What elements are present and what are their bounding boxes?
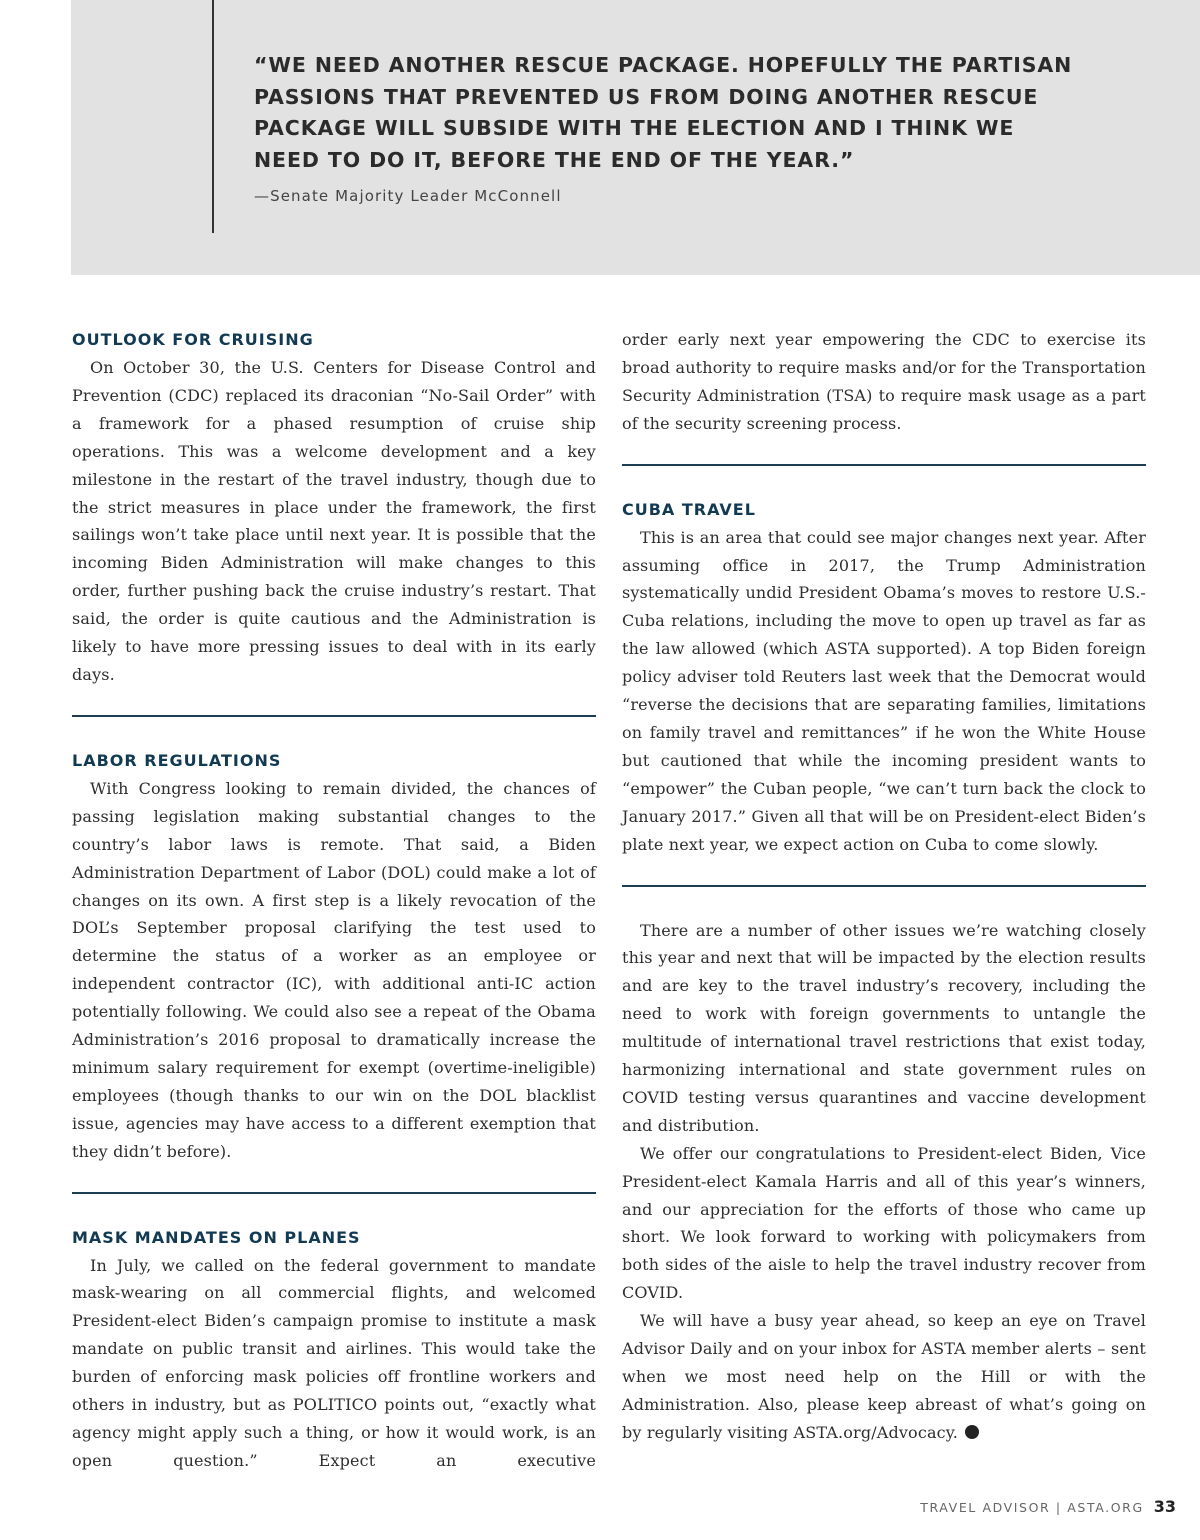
closing-paragraph-2: We offer our congratulations to President-elect Biden, Vice President-elect Kamala Harris and all of this year’s winners, and our appreciation for the efforts of those who came up short. We look forward to working with policymakers from both sides of the aisle to help the travel industry recover from COVID. <box>622 1143 1146 1303</box>
pull-quote-text: “WE NEED ANOTHER RESCUE PACKAGE. HOPEFULLY THE PARTISAN PASSIONS THAT PREVENTED US FROM DOING ANOTHER RESCUE PACKAGE WILL SUBSIDE WITH THE ELECTION AND I THINK WE NEED TO DO IT, BEFORE THE END OF THE YEAR.” <box>254 53 1073 172</box>
masks-body-part1: In July, we called on the federal government to mandate mask-wearing on all commercial flights, and welcomed President-elect Biden’s campaign promise to institute a mask mandate on public transit and airlines. This would take the burden of enforcing mask policies off frontline workers and others in industry, but as POLITICO points out, “exactly what agency might apply such a thing, or how it would work, is an open question.” Expect an executive <box>72 1255 596 1470</box>
footer-publication-label: TRAVEL ADVISOR | ASTA.ORG <box>920 1500 1144 1515</box>
page-footer <box>920 1497 1176 1519</box>
page-number: 33 <box>1153 1497 1176 1516</box>
cruising-body: On October 30, the U.S. Centers for Disease Control and Prevention (CDC) replaced its draconian “No-Sail Order” with a framework for a phased resumption of cruise ship operations. This was a welcome development and a key milestone in the restart of the travel industry, though due to the strict measures in place under the framework, the first sailings won’t take place until next year. It is possible that the incoming Biden Administration will make changes to this order, further pushing back the cruise industry’s restart. That said, the order is quite cautious and the Administration is likely to have more pressing issues to deal with in its early days. <box>72 358 596 684</box>
quote-vertical-rule <box>212 0 214 233</box>
labor-body: With Congress looking to remain divided, the chances of passing legislation making substantial changes to the country’s labor laws is remote. That said, a Biden Administration Department of Labor (DOL) could make a lot of changes on its own. A first step is a likely revocation of the DOL’s September proposal clarifying the test used to determine the status of a worker as an employee or independent contractor (IC), with additional anti-IC action potentially following. We could also see a repeat of the Obama Administration’s 2016 proposal to dramatically increase the minimum salary requirement for exempt (overtime-ineligible) employees (though thanks to our win on the DOL blacklist issue, agencies may have access to a different exemption that they didn’t before). <box>72 778 596 1161</box>
asta-logo-icon <box>965 1425 979 1439</box>
closing-paragraph-3-text: We will have a busy year ahead, so keep an eye on Travel Advisor Daily and on your inbox for ASTA member alerts – sent when we most need help on the Hill or with the Administration. Also, please keep abreast of what’s going on by regularly visiting ASTA.org/Advocacy. <box>622 1311 1146 1442</box>
closing-paragraph-1: There are a number of other issues we’re watching closely this year and next that will be impacted by the election results and are key to the travel industry’s recovery, including the need to work with foreign governments to untangle the multitude of international travel restrictions that exist today, harmonizing international and state government rules on COVID testing versus quarantines and vaccine development and distribution. <box>622 920 1146 1135</box>
heading-cuba-travel: CUBA TRAVEL <box>622 499 756 519</box>
heading-mask-mandates: MASK MANDATES ON PLANES <box>72 1227 361 1247</box>
left-column <box>72 326 596 1475</box>
right-column <box>622 326 1146 1447</box>
heading-outlook-for-cruising: OUTLOOK FOR CRUISING <box>72 330 314 349</box>
closing-paragraph-3 <box>622 1307 1146 1447</box>
heading-labor-regulations: LABOR REGULATIONS <box>72 750 282 770</box>
quote-attribution: —Senate Majority Leader McConnell <box>254 187 562 205</box>
cuba-body: This is an area that could see major changes next year. After assuming office in 2017, the Trump Administration systematically undid President Obama’s moves to restore U.S.-Cuba relations, including the move to open up travel as far as the law allowed (which ASTA supported). A top Biden foreign policy adviser told Reuters last week that the Democrat would “reverse the decisions that are separating families, limitations on family travel and remittances” if he won the White House but cautioned that while the incoming president wants to “empower” the Cuban people, “we can’t turn back the clock to January 2017.” Given all that will be on President-elect Biden’s plate next year, we expect action on Cuba to come slowly. <box>622 527 1146 854</box>
masks-body-part2: order early next year empowering the CDC to exercise its broad authority to require masks and/or for the Transportation Security Administration (TSA) to require mask usage as a part of the security screening process. <box>622 330 1146 433</box>
pull-quote-box <box>71 0 1200 275</box>
